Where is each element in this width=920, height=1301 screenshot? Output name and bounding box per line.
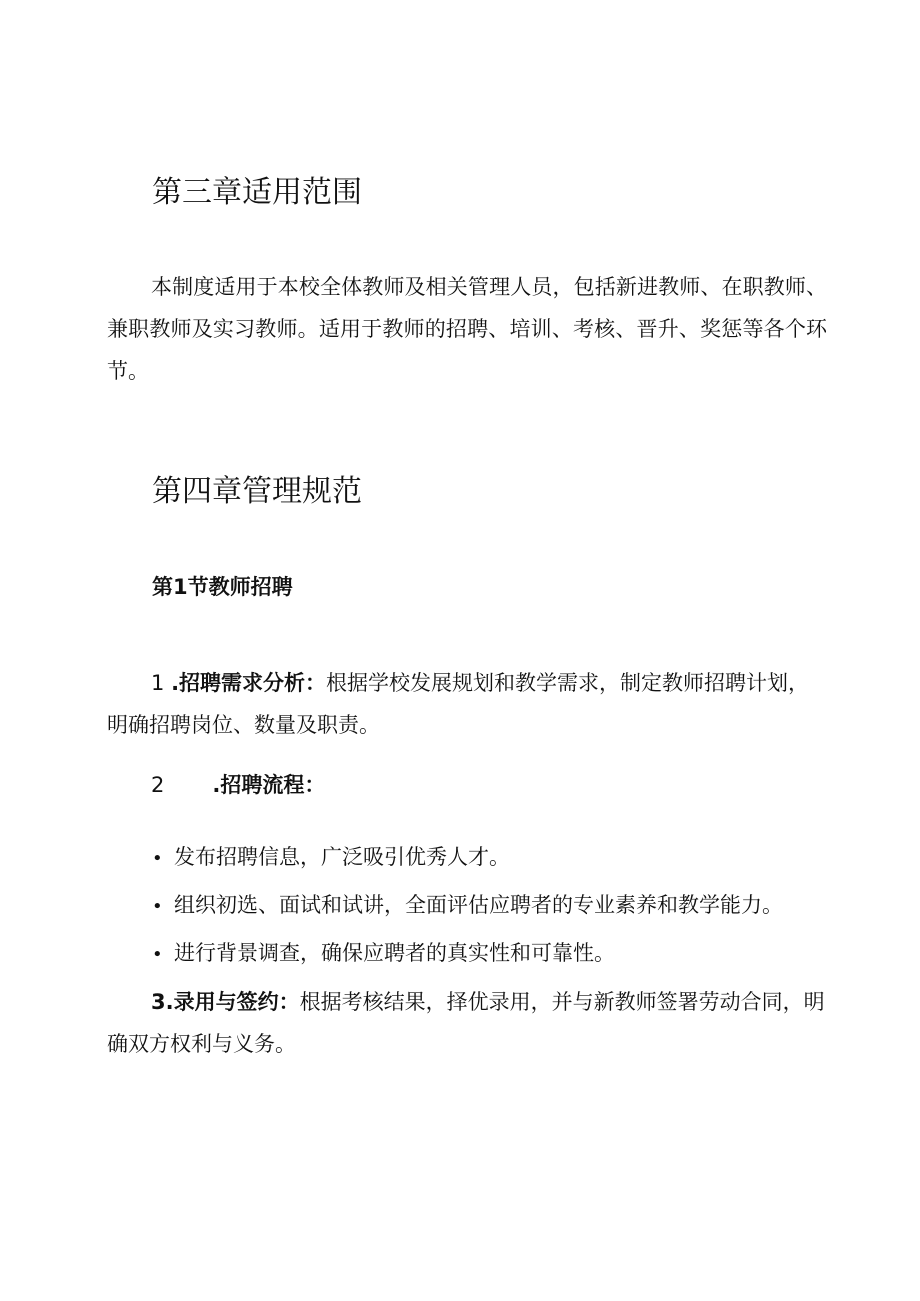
bullet-icon: • — [152, 944, 163, 965]
list-item — [152, 930, 832, 978]
item-2-number: 2 — [151, 773, 165, 797]
item-2-label: .招聘流程： — [212, 773, 326, 797]
bullet-icon: • — [152, 848, 163, 869]
list-item — [152, 834, 832, 882]
item-3-text: 根据考核结果，择优录用，并与新教师签署劳动合同，明确双方权利与义务。 — [107, 990, 825, 1056]
list-item — [152, 882, 832, 930]
item-1-label: .招聘需求分析： — [171, 671, 327, 695]
list-item-text: 进行背景调查，确保应聘者的真实性和可靠性。 — [174, 941, 615, 965]
chapter-3-body: 本制度适用于本校全体教师及相关管理人员，包括新进教师、在职教师、兼职教师及实习教师。适用于教师的招聘、培训、考核、晋升、奖惩等各个环节。 — [107, 275, 827, 383]
recruit-process-list — [152, 834, 832, 978]
recruit-item-3 — [107, 981, 827, 1065]
chapter-4-title: 第四章管理规范 — [152, 474, 362, 509]
chapter-3-title: 第三章适用范围 — [152, 175, 362, 210]
item-3-label: 3.录用与签约： — [151, 990, 300, 1014]
item-1-text: 根据学校发展规划和教学需求，制定教师招聘计划，明确招聘岗位、数量及职责。 — [107, 671, 810, 737]
recruit-item-2 — [107, 764, 827, 806]
bullet-icon: • — [152, 896, 163, 917]
section-1-title: 第1节教师招聘 — [152, 575, 293, 599]
list-item-text: 发布招聘信息，广泛吸引优秀人才。 — [174, 845, 510, 869]
item-1-number: 1 — [151, 671, 165, 695]
recruit-item-1 — [107, 662, 827, 746]
list-item-text: 组织初选、面试和试讲，全面评估应聘者的专业素养和教学能力。 — [174, 893, 783, 917]
